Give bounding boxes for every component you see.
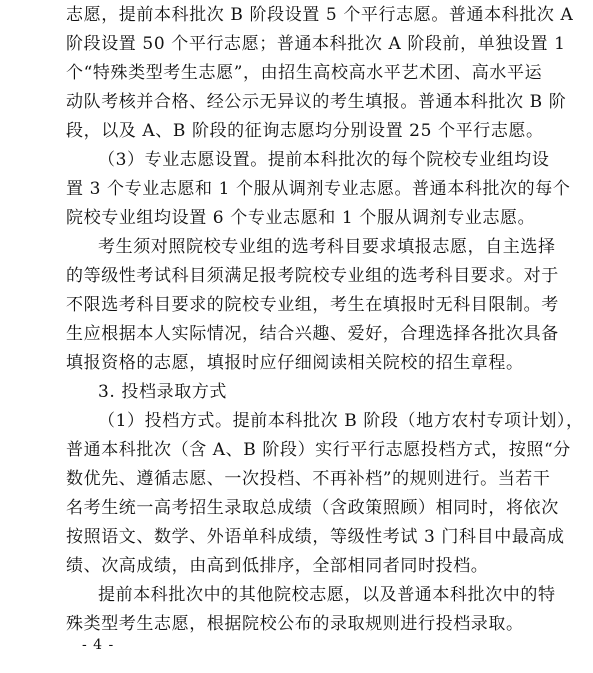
text-line: 阶段设置 50 个平行志愿；普通本科批次 A 阶段前，单独设置 1 bbox=[66, 34, 566, 54]
text-line: 数优先、遵循志愿、一次投档、不再补档”的规则进行。当若干 bbox=[66, 469, 551, 489]
text-line: 个“特殊类型考生志愿”，由招生高校高水平艺术团、高水平运 bbox=[66, 63, 543, 83]
text-line: 志愿，提前本科批次 B 阶段设置 5 个平行志愿。普通本科批次 A bbox=[66, 5, 574, 25]
text-line: 段，以及 A、B 阶段的征询志愿均分别设置 25 个平行志愿。 bbox=[66, 121, 544, 141]
text-line: 置 3 个专业志愿和 1 个服从调剂专业志愿。普通本科批次的每个 bbox=[66, 179, 571, 199]
text-line: 不限选考科目要求的院校专业组，考生在填报时无科目限制。考 bbox=[66, 295, 559, 315]
section-heading: 3. 投档录取方式 bbox=[98, 382, 228, 402]
text-line: 普通本科批次（含 A、B 阶段）实行平行志愿投档方式，按照“分 bbox=[66, 440, 571, 460]
text-line: 名考生统一高考招生录取总成绩（含政策照顾）相同时，将依次 bbox=[66, 498, 559, 518]
text-line: 绩、次高成绩，由高到低排序，全部相同者同时投档。 bbox=[66, 556, 489, 576]
text-line: 动队考核并合格、经公示无异议的考生填报。普通本科批次 B 阶 bbox=[66, 92, 567, 112]
paragraph-start: 提前本科批次中的其他院校志愿，以及普通本科批次中的特 bbox=[98, 585, 556, 605]
text-line: 按照语文、数学、外语单科成绩，等级性考试 3 门科目中最高成 bbox=[66, 527, 565, 547]
text-line: 的等级性考试科目须满足报考院校专业组的选考科目要求。对于 bbox=[66, 266, 559, 286]
paragraph-heading-admission-method: （1）投档方式。提前本科批次 B 阶段（地方农村专项计划）， bbox=[98, 411, 584, 431]
text-line: 生应根据本人实际情况，结合兴趣、爱好，合理选择各批次具备 bbox=[66, 324, 559, 344]
paragraph-heading-major-settings: （3）专业志愿设置。提前本科批次的每个院校专业组均设 bbox=[98, 150, 550, 170]
text-line: 填报资格的志愿，填报时应仔细阅读相关院校的招生章程。 bbox=[66, 353, 524, 373]
page-number: - 4 - bbox=[82, 637, 115, 653]
text-line: 殊类型考生志愿，根据院校公布的录取规则进行投档录取。 bbox=[66, 614, 524, 634]
paragraph-start: 考生须对照院校专业组的选考科目要求填报志愿，自主选择 bbox=[98, 237, 556, 257]
text-line: 院校专业组均设置 6 个专业志愿和 1 个服从调剂专业志愿。 bbox=[66, 208, 536, 228]
